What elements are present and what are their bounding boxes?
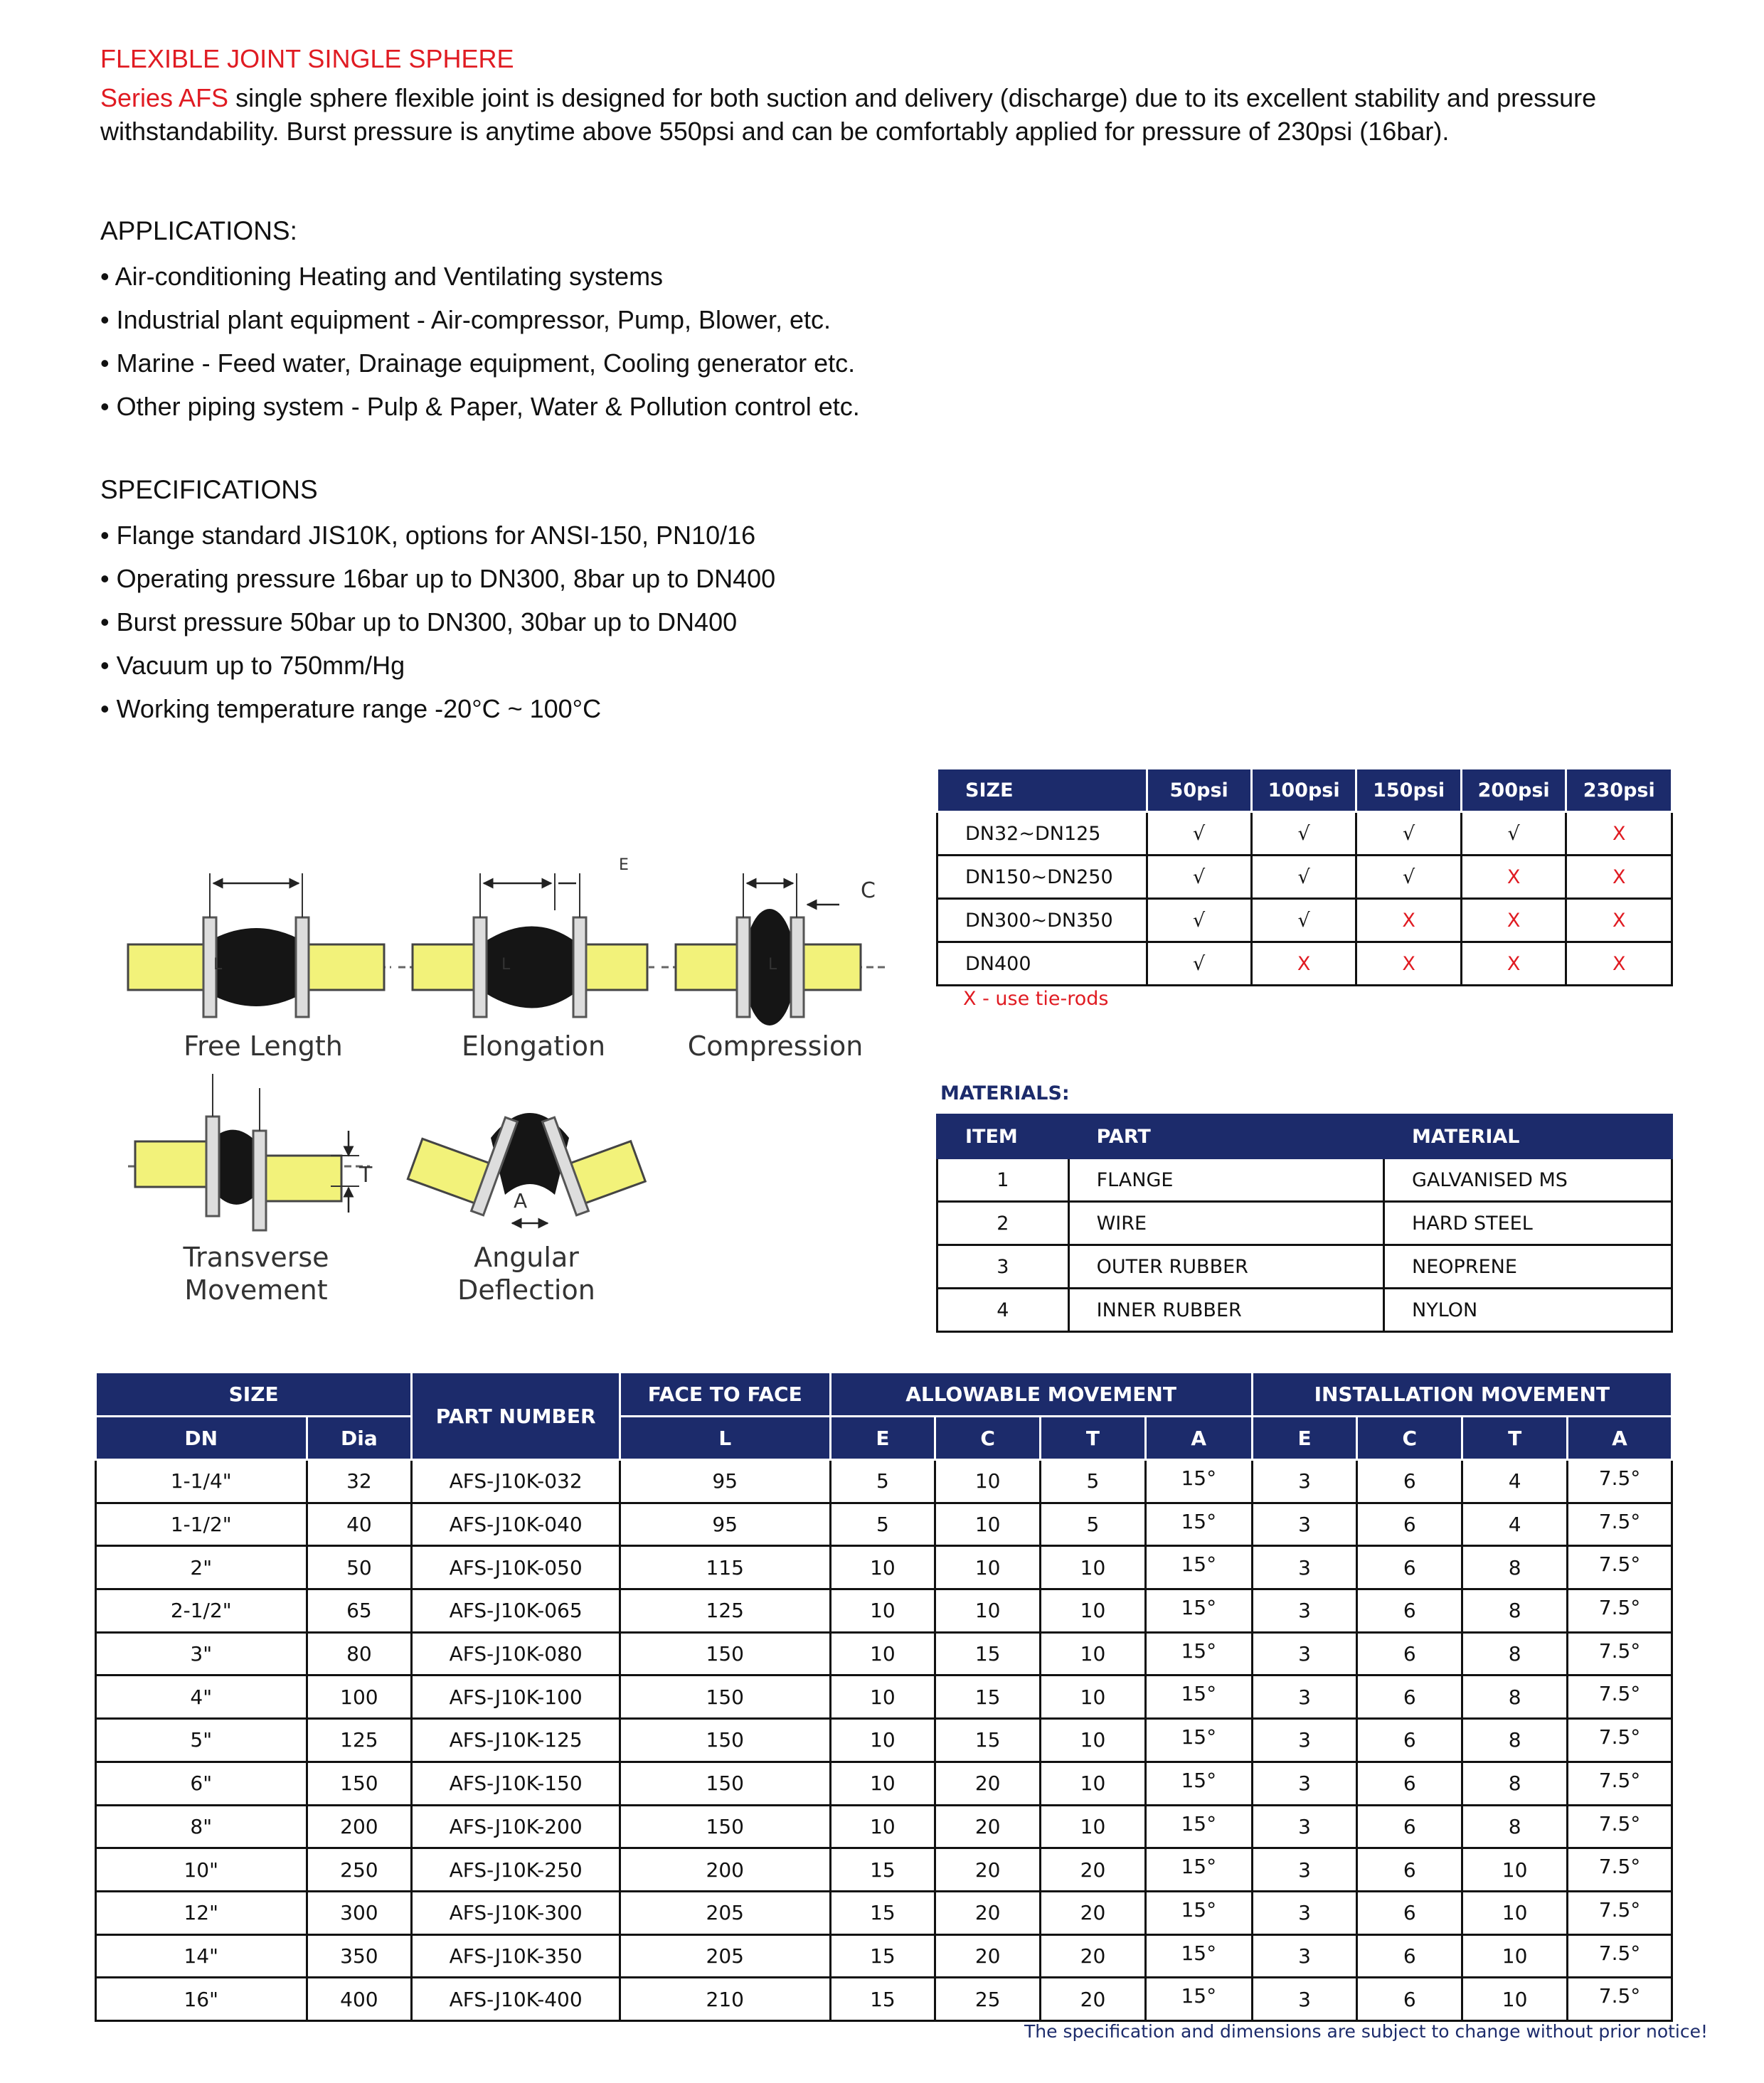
table-cell: DN400 xyxy=(937,942,1147,986)
table-row xyxy=(96,1460,1672,1503)
list-item: • Air-conditioning Heating and Ventilating systems xyxy=(100,262,664,291)
table-cell: 3 xyxy=(1252,1546,1357,1589)
table-cell: 3 xyxy=(1252,1503,1357,1546)
table-cell: 10 xyxy=(1041,1589,1146,1633)
table-cell: 7.5° xyxy=(1568,1546,1672,1589)
table-cell: 4" xyxy=(96,1676,307,1719)
table-cell: 5 xyxy=(830,1503,935,1546)
table-row xyxy=(96,1589,1672,1633)
table-cell: 10 xyxy=(1041,1762,1146,1805)
table-row xyxy=(96,1546,1672,1589)
label-compression: Compression xyxy=(687,1030,864,1062)
table-header-row: ITEM PART MATERIAL xyxy=(937,1115,1672,1158)
table-cell: 10 xyxy=(830,1719,935,1762)
table-cell: 150 xyxy=(620,1632,830,1676)
table-cell: 7.5° xyxy=(1568,1848,1672,1892)
table-cell: 10" xyxy=(96,1848,307,1892)
table-cell: 4 xyxy=(1462,1503,1568,1546)
table-cell: 20 xyxy=(935,1934,1041,1978)
table-cell: 3 xyxy=(1252,1805,1357,1848)
movement-diagrams xyxy=(114,839,896,1309)
table-cell: X xyxy=(1356,942,1462,986)
footnote: The specification and dimensions are subject to change without prior notice! xyxy=(1024,2021,1709,2042)
table-cell: √ xyxy=(1147,942,1251,986)
table-cell: AFS-J10K-050 xyxy=(412,1546,620,1589)
table-cell: 250 xyxy=(307,1848,412,1892)
table-cell: 10 xyxy=(830,1762,935,1805)
table-cell: 50 xyxy=(307,1546,412,1589)
table-cell: 1 xyxy=(937,1158,1069,1202)
label-transverse: Transverse Movement xyxy=(183,1242,329,1306)
table-cell: 15° xyxy=(1145,1848,1252,1892)
table-cell: 7.5° xyxy=(1568,1978,1672,2021)
table-cell: √ xyxy=(1251,856,1356,899)
table-cell: 20 xyxy=(935,1891,1041,1934)
table-cell: 4 xyxy=(1462,1460,1568,1503)
table-cell: 10 xyxy=(1041,1632,1146,1676)
table-cell: 2" xyxy=(96,1546,307,1589)
table-cell: 12" xyxy=(96,1891,307,1934)
table-cell: 300 xyxy=(307,1891,412,1934)
diagram-label-C: C xyxy=(861,878,876,903)
elongation-diagram xyxy=(398,873,654,1017)
table-cell: X xyxy=(1251,942,1356,986)
table-cell: 150 xyxy=(620,1805,830,1848)
table-cell: 150 xyxy=(620,1762,830,1805)
table-cell: X xyxy=(1566,899,1672,942)
table-cell: AFS-J10K-150 xyxy=(412,1762,620,1805)
table-cell: AFS-J10K-350 xyxy=(412,1934,620,1978)
table-cell: 6 xyxy=(1357,1891,1462,1934)
table-cell: 7.5° xyxy=(1568,1805,1672,1848)
table-cell: 1-1/4" xyxy=(96,1460,307,1503)
table-cell: FLANGE xyxy=(1068,1158,1383,1202)
specifications-heading: SPECIFICATIONS xyxy=(100,475,318,504)
table-cell: 10 xyxy=(1041,1719,1146,1762)
table-cell: 3 xyxy=(1252,1934,1357,1978)
table-cell: 15 xyxy=(935,1676,1041,1719)
table-cell: 10 xyxy=(1041,1805,1146,1848)
tie-rods-note: X - use tie-rods xyxy=(963,988,1109,1010)
specifications-list xyxy=(100,513,775,730)
table-cell: 5 xyxy=(1041,1503,1146,1546)
table-cell: DN32~DN125 xyxy=(937,812,1147,856)
table-cell: 8" xyxy=(96,1805,307,1848)
list-item: • Industrial plant equipment - Air-compressor, Pump, Blower, etc. xyxy=(100,305,831,334)
table-row xyxy=(96,1848,1672,1892)
table-cell: HARD STEEL xyxy=(1384,1202,1672,1245)
applications-heading: APPLICATIONS: xyxy=(100,216,297,245)
table-cell: 6 xyxy=(1357,1676,1462,1719)
table-cell: 6 xyxy=(1357,1978,1462,2021)
table-cell: 15 xyxy=(830,1978,935,2021)
table-cell: WIRE xyxy=(1068,1202,1383,1245)
table-cell: 10 xyxy=(1041,1676,1146,1719)
table-cell: AFS-J10K-300 xyxy=(412,1891,620,1934)
table-cell: 20 xyxy=(1041,1891,1146,1934)
table-cell: 205 xyxy=(620,1891,830,1934)
table-cell: 3 xyxy=(1252,1632,1357,1676)
table-row xyxy=(96,1676,1672,1719)
table-row xyxy=(96,1805,1672,1848)
table-cell: 15° xyxy=(1145,1719,1252,1762)
table-cell: 8 xyxy=(1462,1676,1568,1719)
table-cell: AFS-J10K-400 xyxy=(412,1978,620,2021)
diagram-label-A: A xyxy=(514,1189,528,1213)
table-cell: 3 xyxy=(1252,1891,1357,1934)
table-cell: NEOPRENE xyxy=(1384,1245,1672,1289)
table-cell: 6 xyxy=(1357,1848,1462,1892)
list-item: • Vacuum up to 750mm/Hg xyxy=(100,651,405,680)
table-cell: 10 xyxy=(1462,1934,1568,1978)
table-cell: 3 xyxy=(1252,1719,1357,1762)
table-cell: √ xyxy=(1147,812,1251,856)
table-row xyxy=(96,1891,1672,1934)
table-cell: X xyxy=(1461,856,1566,899)
table-cell: AFS-J10K-100 xyxy=(412,1676,620,1719)
table-row xyxy=(937,1158,1672,1202)
table-row xyxy=(937,856,1672,899)
series-name: Series AFS xyxy=(100,83,229,112)
table-cell: OUTER RUBBER xyxy=(1068,1245,1383,1289)
table-cell: 10 xyxy=(1462,1978,1568,2021)
table-cell: 100 xyxy=(307,1676,412,1719)
table-cell: 20 xyxy=(1041,1848,1146,1892)
table-cell: 350 xyxy=(307,1934,412,1978)
table-group-header-row: SIZE PART NUMBER FACE TO FACE ALLOWABLE MOVEMENT INSTALLATION MOVEMENT xyxy=(96,1373,1672,1417)
table-cell: 15 xyxy=(830,1891,935,1934)
table-cell: 20 xyxy=(1041,1934,1146,1978)
table-cell: 15° xyxy=(1145,1891,1252,1934)
table-row xyxy=(937,1245,1672,1289)
table-cell: 6 xyxy=(1357,1503,1462,1546)
table-cell: X xyxy=(1566,856,1672,899)
table-cell: 3 xyxy=(1252,1589,1357,1633)
table-cell: X xyxy=(1566,812,1672,856)
table-cell: 150 xyxy=(620,1676,830,1719)
table-cell: 15° xyxy=(1145,1978,1252,2021)
table-cell: 20 xyxy=(1041,1978,1146,2021)
table-cell: X xyxy=(1566,942,1672,986)
table-cell: 205 xyxy=(620,1934,830,1978)
list-item: • Burst pressure 50bar up to DN300, 30bar up to DN400 xyxy=(100,607,738,636)
table-row xyxy=(937,899,1672,942)
table-row xyxy=(96,1978,1672,2021)
table-cell: 10 xyxy=(935,1503,1041,1546)
materials-heading: MATERIALS: xyxy=(940,1082,1070,1104)
pressure-rating-table xyxy=(936,767,1673,986)
diagram-label-L2: L xyxy=(501,956,511,974)
table-cell: 20 xyxy=(935,1762,1041,1805)
table-row xyxy=(937,942,1672,986)
intro-text: single sphere flexible joint is designed for both suction and delivery (discharge) due to its excellent stability and pressure withstandability. Burst pressure is anytime above 550psi and can be comfortably applied for pressure of 230psi (16bar). xyxy=(100,83,1597,146)
table-cell: 25 xyxy=(935,1978,1041,2021)
table-cell: √ xyxy=(1461,812,1566,856)
table-row xyxy=(937,1289,1672,1332)
table-cell: √ xyxy=(1356,812,1462,856)
table-cell: 5 xyxy=(1041,1460,1146,1503)
table-cell: 3 xyxy=(1252,1978,1357,2021)
table-cell: 5" xyxy=(96,1719,307,1762)
table-cell: 10 xyxy=(935,1460,1041,1503)
table-cell: 10 xyxy=(830,1805,935,1848)
table-cell: 7.5° xyxy=(1568,1934,1672,1978)
table-row xyxy=(96,1719,1672,1762)
free-length-diagram xyxy=(128,873,391,1017)
table-cell: 6 xyxy=(1357,1460,1462,1503)
table-cell: 6 xyxy=(1357,1632,1462,1676)
label-free-length: Free Length xyxy=(184,1030,343,1062)
table-cell: 115 xyxy=(620,1546,830,1589)
table-cell: 15° xyxy=(1145,1676,1252,1719)
table-cell: 6 xyxy=(1357,1719,1462,1762)
materials-table xyxy=(936,1114,1673,1333)
table-cell: 15 xyxy=(830,1848,935,1892)
table-row xyxy=(937,1202,1672,1245)
table-cell: 210 xyxy=(620,1978,830,2021)
table-cell: 400 xyxy=(307,1978,412,2021)
table-cell: 6 xyxy=(1357,1546,1462,1589)
transverse-diagram xyxy=(128,1074,373,1230)
table-cell: 14" xyxy=(96,1934,307,1978)
table-cell: 7.5° xyxy=(1568,1719,1672,1762)
table-row xyxy=(96,1934,1672,1978)
list-item: • Working temperature range -20°C ~ 100°C xyxy=(100,694,602,723)
table-cell: 15° xyxy=(1145,1805,1252,1848)
table-cell: 20 xyxy=(935,1848,1041,1892)
table-cell: 1-1/2" xyxy=(96,1503,307,1546)
table-cell: 7.5° xyxy=(1568,1891,1672,1934)
table-cell: 3 xyxy=(937,1245,1069,1289)
table-cell: 7.5° xyxy=(1568,1676,1672,1719)
table-cell: 8 xyxy=(1462,1719,1568,1762)
table-cell: AFS-J10K-200 xyxy=(412,1805,620,1848)
table-cell: 4 xyxy=(937,1289,1069,1332)
table-cell: 3 xyxy=(1252,1848,1357,1892)
table-cell: 8 xyxy=(1462,1805,1568,1848)
table-cell: 10 xyxy=(935,1546,1041,1589)
table-cell: GALVANISED MS xyxy=(1384,1158,1672,1202)
table-cell: 125 xyxy=(620,1589,830,1633)
diagram-label-T: T xyxy=(359,1163,373,1188)
applications-list xyxy=(100,255,860,428)
table-cell: 6 xyxy=(1357,1805,1462,1848)
table-cell: 8 xyxy=(1462,1546,1568,1589)
page-title: FLEXIBLE JOINT SINGLE SPHERE xyxy=(100,44,514,73)
table-cell: 15° xyxy=(1145,1546,1252,1589)
table-cell: 7.5° xyxy=(1568,1589,1672,1633)
table-cell: 200 xyxy=(620,1848,830,1892)
table-cell: NYLON xyxy=(1384,1289,1672,1332)
table-cell: 3 xyxy=(1252,1676,1357,1719)
table-cell: 6 xyxy=(1357,1589,1462,1633)
table-cell: 10 xyxy=(1041,1546,1146,1589)
table-cell: 15° xyxy=(1145,1460,1252,1503)
diagram-label-L1: L xyxy=(213,956,223,974)
table-cell: 15 xyxy=(830,1934,935,1978)
table-row xyxy=(96,1762,1672,1805)
table-cell: 8 xyxy=(1462,1589,1568,1633)
table-cell: 7.5° xyxy=(1568,1762,1672,1805)
table-cell: 10 xyxy=(830,1546,935,1589)
table-cell: 6" xyxy=(96,1762,307,1805)
table-header-row: SIZE 50psi 100psi 150psi 200psi 230psi xyxy=(937,769,1672,812)
table-cell: 7.5° xyxy=(1568,1503,1672,1546)
table-cell: √ xyxy=(1251,812,1356,856)
table-cell: 200 xyxy=(307,1805,412,1848)
table-cell: 125 xyxy=(307,1719,412,1762)
table-cell: √ xyxy=(1356,856,1462,899)
table-cell: 10 xyxy=(830,1589,935,1633)
table-cell: √ xyxy=(1147,856,1251,899)
table-cell: 2 xyxy=(937,1202,1069,1245)
table-cell: AFS-J10K-032 xyxy=(412,1460,620,1503)
label-elongation: Elongation xyxy=(461,1030,606,1062)
table-cell: AFS-J10K-040 xyxy=(412,1503,620,1546)
table-cell: 2-1/2" xyxy=(96,1589,307,1633)
table-sub-header-row: DN Dia L E C T A E C T A xyxy=(96,1417,1672,1460)
table-cell: AFS-J10K-125 xyxy=(412,1719,620,1762)
table-cell: 10 xyxy=(1462,1848,1568,1892)
table-cell: √ xyxy=(1147,899,1251,942)
diagram-label-E: E xyxy=(619,856,629,874)
table-row xyxy=(96,1503,1672,1546)
list-item: • Flange standard JIS10K, options for ANSI-150, PN10/16 xyxy=(100,521,756,550)
table-cell: 95 xyxy=(620,1460,830,1503)
table-cell: 150 xyxy=(307,1762,412,1805)
diagram-label-L3: L xyxy=(768,956,777,974)
table-cell: 15° xyxy=(1145,1632,1252,1676)
table-cell: X xyxy=(1461,899,1566,942)
table-cell: 10 xyxy=(1462,1891,1568,1934)
list-item: • Other piping system - Pulp & Paper, Water & Pollution control etc. xyxy=(100,392,860,421)
table-cell: 10 xyxy=(830,1676,935,1719)
table-cell: 150 xyxy=(620,1719,830,1762)
table-cell: 6 xyxy=(1357,1934,1462,1978)
table-cell: √ xyxy=(1251,899,1356,942)
table-cell: 15 xyxy=(935,1719,1041,1762)
table-cell: X xyxy=(1356,899,1462,942)
table-cell: 20 xyxy=(935,1805,1041,1848)
list-item: • Marine - Feed water, Drainage equipment, Cooling generator etc. xyxy=(100,348,856,378)
list-item: • Operating pressure 16bar up to DN300, 8bar up to DN400 xyxy=(100,564,776,593)
table-cell: 3 xyxy=(1252,1762,1357,1805)
table-cell: 95 xyxy=(620,1503,830,1546)
table-cell: INNER RUBBER xyxy=(1068,1289,1383,1332)
table-cell: 15° xyxy=(1145,1934,1252,1978)
table-cell: 10 xyxy=(935,1589,1041,1633)
table-cell: DN300~DN350 xyxy=(937,899,1147,942)
table-cell: 40 xyxy=(307,1503,412,1546)
table-cell: 15 xyxy=(935,1632,1041,1676)
dimension-table xyxy=(95,1371,1673,2022)
table-cell: 32 xyxy=(307,1460,412,1503)
table-cell: 3" xyxy=(96,1632,307,1676)
intro-paragraph xyxy=(100,81,1686,148)
table-cell: 10 xyxy=(830,1632,935,1676)
table-row xyxy=(937,812,1672,856)
table-cell: 5 xyxy=(830,1460,935,1503)
table-cell: 15° xyxy=(1145,1762,1252,1805)
table-cell: AFS-J10K-080 xyxy=(412,1632,620,1676)
table-cell: 6 xyxy=(1357,1762,1462,1805)
table-cell: 65 xyxy=(307,1589,412,1633)
table-cell: 15° xyxy=(1145,1503,1252,1546)
table-row xyxy=(96,1632,1672,1676)
table-cell: 15° xyxy=(1145,1589,1252,1633)
table-cell: 8 xyxy=(1462,1762,1568,1805)
table-cell: X xyxy=(1461,942,1566,986)
table-cell: AFS-J10K-065 xyxy=(412,1589,620,1633)
table-cell: 80 xyxy=(307,1632,412,1676)
table-cell: 7.5° xyxy=(1568,1632,1672,1676)
table-cell: 16" xyxy=(96,1978,307,2021)
table-cell: 3 xyxy=(1252,1460,1357,1503)
label-angular: Angular Deflection xyxy=(457,1242,595,1306)
table-cell: 7.5° xyxy=(1568,1460,1672,1503)
table-cell: 8 xyxy=(1462,1632,1568,1676)
table-cell: DN150~DN250 xyxy=(937,856,1147,899)
table-cell: AFS-J10K-250 xyxy=(412,1848,620,1892)
